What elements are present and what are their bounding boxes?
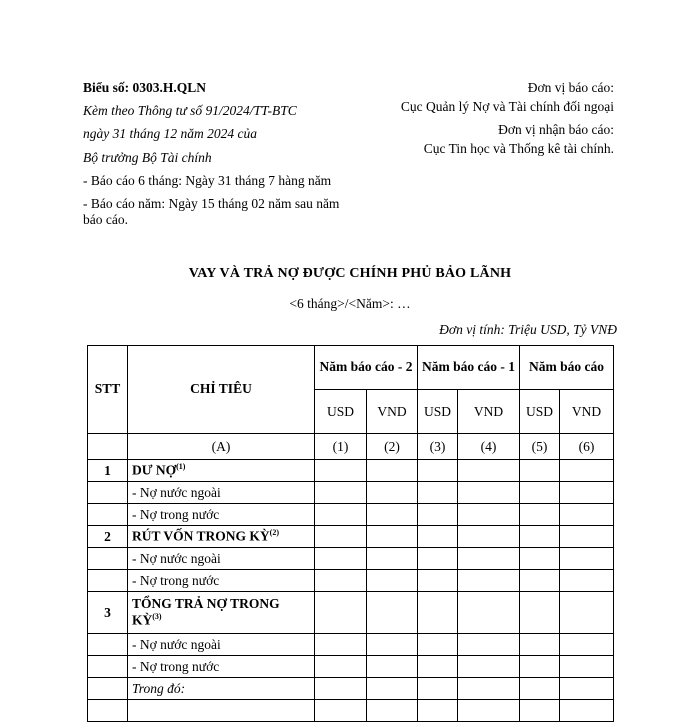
issuer: Bộ trưởng Bộ Tài chính	[83, 149, 212, 165]
col-code: (1)	[315, 434, 367, 460]
row-label: - Nợ nước ngoài	[128, 548, 315, 570]
table-row	[88, 526, 614, 548]
table-row	[88, 592, 614, 634]
table-row	[88, 700, 614, 722]
table-row	[88, 548, 614, 570]
receiving-unit-label: Đơn vị nhận báo cáo:	[498, 122, 614, 137]
footnote-mark: (3)	[152, 612, 162, 622]
table-row	[88, 656, 614, 678]
reporting-unit: Cục Quản lý Nợ và Tài chính đối ngoại	[400, 99, 614, 114]
table-row	[88, 504, 614, 526]
header-year-current: Năm báo cáo	[520, 346, 614, 390]
header-currency: USD	[520, 390, 560, 434]
report-title: VAY VÀ TRẢ NỢ ĐƯỢC CHÍNH PHỦ BẢO LÃNH	[188, 266, 512, 281]
header-indicator: CHỈ TIÊU	[128, 346, 315, 434]
col-code: (6)	[560, 434, 614, 460]
table-row	[88, 678, 614, 700]
row-label: - Nợ trong nước	[128, 656, 315, 678]
col-code: (2)	[367, 434, 418, 460]
row-label: - Nợ trong nước	[128, 570, 315, 592]
attached-circular: Kèm theo Thông tư số 91/2024/TT-BTC	[83, 103, 297, 119]
deadline-year: - Báo cáo năm: Ngày 15 tháng 02 năm sau năm báo cáo.	[83, 195, 340, 228]
col-code: (3)	[418, 434, 458, 460]
header-stt: STT	[88, 346, 128, 434]
row-label: - Nợ trong nước	[128, 504, 315, 526]
header-currency: USD	[418, 390, 458, 434]
row-stt: 2	[88, 526, 128, 548]
footnote-mark: (1)	[176, 462, 186, 472]
col-code: (A)	[128, 434, 315, 460]
col-code: (5)	[520, 434, 560, 460]
row-label: DƯ NỢ$^{(1)}$	[128, 460, 315, 482]
row-label: RÚT VỐN TRONG KỲ$^{(2)}$	[128, 526, 315, 548]
row-stt: 3	[88, 592, 128, 634]
header-year-minus-1: Năm báo cáo - 1	[418, 346, 520, 390]
circular-date: ngày 31 tháng 12 năm 2024 của	[83, 126, 257, 142]
deadline-half-year: - Báo cáo 6 tháng: Ngày 31 tháng 7 hàng năm	[83, 172, 332, 188]
reporting-unit-label: Đơn vị báo cáo:	[527, 80, 614, 95]
footnote-mark: (2)	[269, 528, 279, 538]
header-currency: VND	[367, 390, 418, 434]
form-code: Biểu số: 0303.H.QLN	[83, 80, 207, 95]
col-code: (4)	[458, 434, 520, 460]
table-row	[88, 460, 614, 482]
form-header-left	[83, 80, 358, 235]
header-year-minus-2: Năm báo cáo - 2	[315, 346, 418, 390]
row-label: - Nợ nước ngoài	[128, 634, 315, 656]
row-stt: 1	[88, 460, 128, 482]
report-period: <6 tháng>/<Năm>: …	[289, 296, 411, 311]
header-currency: USD	[315, 390, 367, 434]
table-row	[88, 570, 614, 592]
row-label: TỔNG TRẢ NỢ TRONG KỲ$^{(3)}$	[128, 592, 315, 634]
receiving-unit: Cục Tin học và Thống kê tài chính.	[423, 141, 614, 156]
form-header-right	[401, 80, 614, 160]
header-currency: VND	[560, 390, 614, 434]
row-label: Trong đó:	[128, 678, 315, 700]
table-row	[88, 634, 614, 656]
report-table	[87, 345, 614, 722]
row-label: - Nợ nước ngoài	[128, 482, 315, 504]
header-currency: VND	[458, 390, 520, 434]
table-row	[88, 482, 614, 504]
unit-note: Đơn vị tính: Triệu USD, Tỷ VNĐ	[439, 322, 617, 337]
